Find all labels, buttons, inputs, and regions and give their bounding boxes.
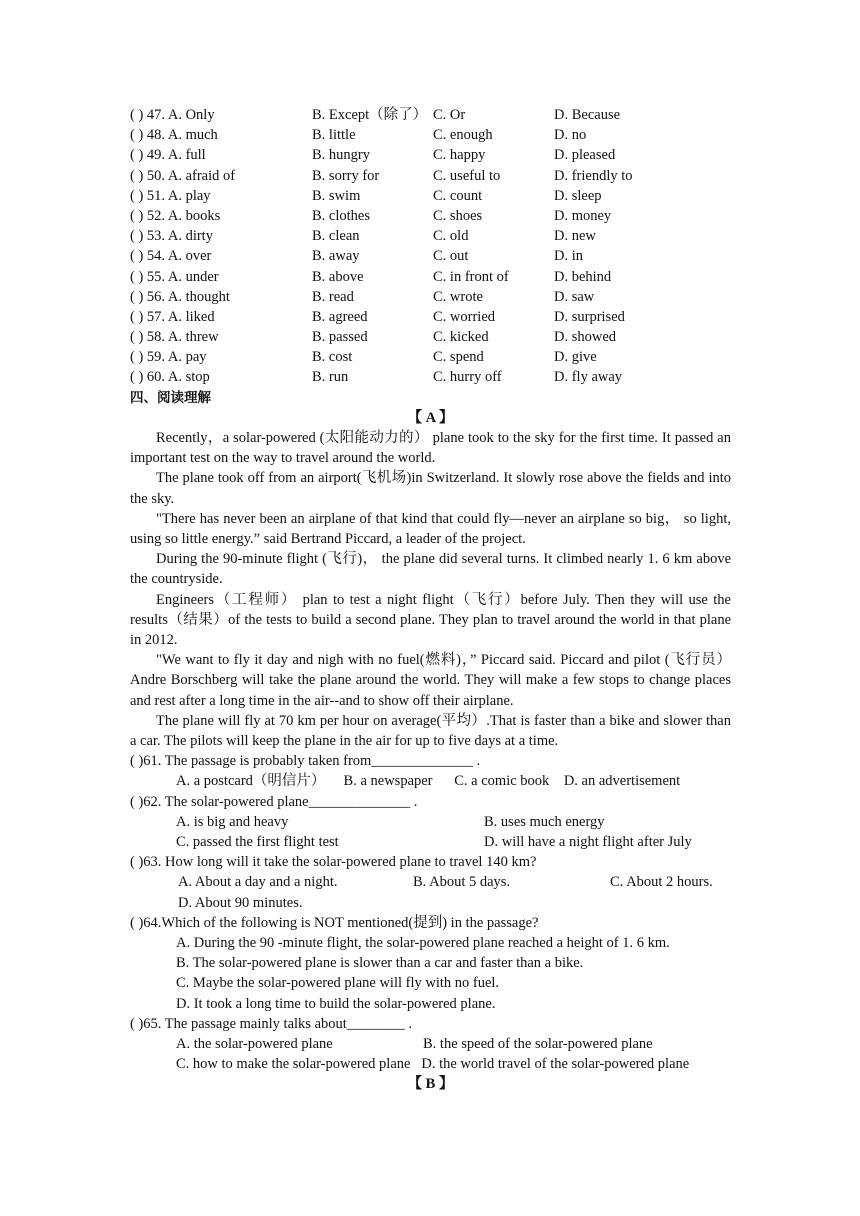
question-stem: ( )63. How long will it take the solar-powered plane to travel 140 km? bbox=[130, 854, 537, 871]
option: D. About 90 minutes. bbox=[178, 894, 303, 911]
cloze-row bbox=[130, 267, 731, 287]
option-row bbox=[130, 832, 731, 852]
option-d: D. in bbox=[554, 248, 583, 265]
question-option-a: ( ) 57. A. liked bbox=[130, 308, 215, 325]
option-c: C. in front of bbox=[433, 268, 509, 285]
option-row: C. Maybe the solar-powered plane will fly with no fuel. bbox=[176, 975, 500, 992]
option-d: D. saw bbox=[554, 288, 595, 305]
cloze-row bbox=[130, 347, 731, 367]
question-64 bbox=[130, 913, 731, 1014]
option-c: C. old bbox=[433, 228, 469, 245]
option-b: B. Except（除了） bbox=[312, 107, 428, 123]
paragraph: The plane will fly at 70 km per hour on average(平均）.That is faster than a bike and slower than a car. The pilots will keep the plane in the air for up to five days at a time. bbox=[130, 712, 731, 750]
option-d: D. sleep bbox=[554, 187, 602, 204]
question-61 bbox=[130, 751, 731, 791]
option-d: D. showed bbox=[554, 329, 617, 346]
option-row: A. During the 90 -minute flight, the solar-powered plane reached a height of 1. 6 km. bbox=[176, 934, 670, 951]
option-b: B. agreed bbox=[312, 308, 368, 325]
passage-a bbox=[130, 428, 731, 751]
question-option-a: ( ) 47. A. Only bbox=[130, 107, 215, 123]
option-d: D. new bbox=[554, 228, 596, 245]
option-d: D. pleased bbox=[554, 147, 616, 164]
cloze-options-table bbox=[130, 105, 731, 388]
option-c: C. wrote bbox=[433, 288, 483, 305]
option-b: B. passed bbox=[312, 329, 368, 346]
option-row bbox=[130, 1054, 731, 1074]
option-b: B. sorry for bbox=[312, 167, 380, 184]
option-b: B. cost bbox=[312, 349, 353, 366]
paragraph: During the 90-minute flight (飞行)， the plane did several turns. It climbed nearly 1. 6 km above the countryside. bbox=[130, 551, 731, 588]
option-d: D. no bbox=[554, 127, 587, 144]
question-option-a: ( ) 59. A. pay bbox=[130, 349, 207, 366]
cloze-row bbox=[130, 226, 731, 246]
option-b: B. above bbox=[312, 268, 364, 285]
cloze-row bbox=[130, 206, 731, 226]
option: A. About a day and a night. bbox=[178, 874, 338, 891]
option: A. a postcard（明信片） bbox=[176, 773, 326, 790]
cloze-row bbox=[130, 166, 731, 186]
question-option-a: ( ) 56. A. thought bbox=[130, 288, 230, 305]
option: D. an advertisement bbox=[563, 773, 681, 790]
question-63 bbox=[130, 852, 731, 913]
option-d: D. fly away bbox=[554, 369, 623, 386]
paragraph: Engineers（工程师） plan to test a night flight（飞行）before July. Then they will use the results（结果）of the tests to build a second plane. They plan to travel around the world in that plane in 2012. bbox=[130, 591, 731, 649]
option-row bbox=[130, 872, 731, 892]
question-stem: ( )61. The passage is probably taken from______________ . bbox=[130, 753, 481, 770]
option-row bbox=[130, 812, 731, 832]
option-d: D. give bbox=[554, 349, 597, 366]
option-c: C. Or bbox=[433, 107, 466, 123]
option: A. the solar-powered plane bbox=[176, 1035, 333, 1052]
option-row: D. It took a long time to build the solar-powered plane. bbox=[176, 995, 496, 1012]
question-option-a: ( ) 51. A. play bbox=[130, 187, 211, 204]
option: A. is big and heavy bbox=[176, 813, 289, 830]
cloze-row bbox=[130, 105, 731, 125]
cloze-row bbox=[130, 307, 731, 327]
option-c: C. spend bbox=[433, 349, 484, 366]
question-option-a: ( ) 48. A. much bbox=[130, 127, 218, 144]
paragraph: Recently，a solar-powered (太阳能动力的） plane took to the sky for the first time. It passed an important test on the way to travel around the world. bbox=[130, 430, 731, 467]
question-option-a: ( ) 58. A. threw bbox=[130, 329, 219, 346]
option: C. passed the first flight test bbox=[176, 834, 339, 850]
question-stem: ( )62. The solar-powered plane______________ . bbox=[130, 793, 418, 810]
question-option-a: ( ) 53. A. dirty bbox=[130, 228, 213, 245]
question-stem: ( )65. The passage mainly talks about________ . bbox=[130, 1015, 413, 1032]
option-row bbox=[130, 893, 731, 913]
question-option-a: ( ) 49. A. full bbox=[130, 147, 206, 164]
option-b: B. read bbox=[312, 288, 354, 305]
option: B. About 5 days. bbox=[413, 874, 511, 891]
cloze-row bbox=[130, 327, 731, 347]
question-option-a: ( ) 55. A. under bbox=[130, 268, 219, 285]
option-d: D. money bbox=[554, 207, 612, 224]
option-b: B. little bbox=[312, 127, 356, 144]
option-c: C. count bbox=[433, 187, 483, 204]
paragraph: The plane took off from an airport(飞机场)in Switzerland. It slowly rose above the fields and into the sky. bbox=[130, 470, 731, 507]
option-c: C. enough bbox=[433, 127, 493, 144]
option-c: C. worried bbox=[433, 308, 496, 325]
question-option-a: ( ) 52. A. books bbox=[130, 207, 221, 224]
question-option-a: ( ) 60. A. stop bbox=[130, 369, 210, 386]
cloze-row bbox=[130, 125, 731, 145]
question-62 bbox=[130, 792, 731, 853]
option-c: C. shoes bbox=[433, 207, 483, 224]
option: C. a comic book bbox=[454, 773, 550, 790]
option-c: C. out bbox=[433, 248, 469, 265]
option-row: B. The solar-powered plane is slower than a car and faster than a bike. bbox=[176, 955, 584, 972]
question-65 bbox=[130, 1014, 731, 1075]
cloze-row bbox=[130, 287, 731, 307]
option-c: C. useful to bbox=[433, 167, 501, 184]
option-b: B. clothes bbox=[312, 207, 370, 224]
cloze-row bbox=[130, 145, 731, 165]
option: D. will have a night flight after July bbox=[484, 834, 692, 850]
option-b: B. hungry bbox=[312, 147, 370, 164]
cloze-row bbox=[130, 246, 731, 266]
option: B. a newspaper bbox=[343, 773, 433, 790]
option: D. the world travel of the solar-powered plane bbox=[421, 1056, 690, 1073]
option-row bbox=[130, 771, 731, 791]
cloze-row bbox=[130, 186, 731, 206]
cloze-row bbox=[130, 367, 731, 387]
section-title: 四、阅读理解 bbox=[130, 389, 211, 406]
option-row bbox=[130, 1034, 731, 1054]
option: C. how to make the solar-powered plane bbox=[176, 1056, 411, 1073]
paragraph: "There has never been an airplane of that kind that could fly—never an airplane so big， so light, using so little energy.” said Bertrand Piccard, a leader of the project. bbox=[130, 510, 731, 548]
question-stem: ( )64.Which of the following is NOT mentioned(提到) in the passage? bbox=[130, 914, 539, 931]
exam-page bbox=[130, 105, 731, 1094]
option-d: D. friendly to bbox=[554, 167, 633, 184]
option-c: C. happy bbox=[433, 147, 486, 164]
passage-a-label: 【 A 】 bbox=[407, 409, 454, 426]
option-d: D. behind bbox=[554, 268, 612, 285]
passage-b-label: 【 B 】 bbox=[407, 1076, 454, 1093]
option-d: D. Because bbox=[554, 107, 621, 123]
option-b: B. away bbox=[312, 248, 360, 265]
paragraph: "We want to fly it day and nigh with no fuel(燃料)，” Piccard said. Piccard and pilot (飞行员）Andre Borschberg will take the plane around the world. They will make a few stops to change places and rest after a long time in the air--and to show off their airplane. bbox=[130, 652, 731, 709]
option-b: B. clean bbox=[312, 228, 360, 245]
option: B. uses much energy bbox=[484, 813, 605, 830]
option-b: B. swim bbox=[312, 187, 361, 204]
question-option-a: ( ) 50. A. afraid of bbox=[130, 167, 236, 184]
option-d: D. surprised bbox=[554, 308, 625, 325]
option: B. the speed of the solar-powered plane bbox=[423, 1035, 653, 1052]
option-c: C. hurry off bbox=[433, 369, 502, 386]
question-option-a: ( ) 54. A. over bbox=[130, 248, 212, 265]
option: C. About 2 hours. bbox=[610, 874, 713, 891]
option-c: C. kicked bbox=[433, 329, 489, 346]
option-b: B. run bbox=[312, 369, 349, 386]
